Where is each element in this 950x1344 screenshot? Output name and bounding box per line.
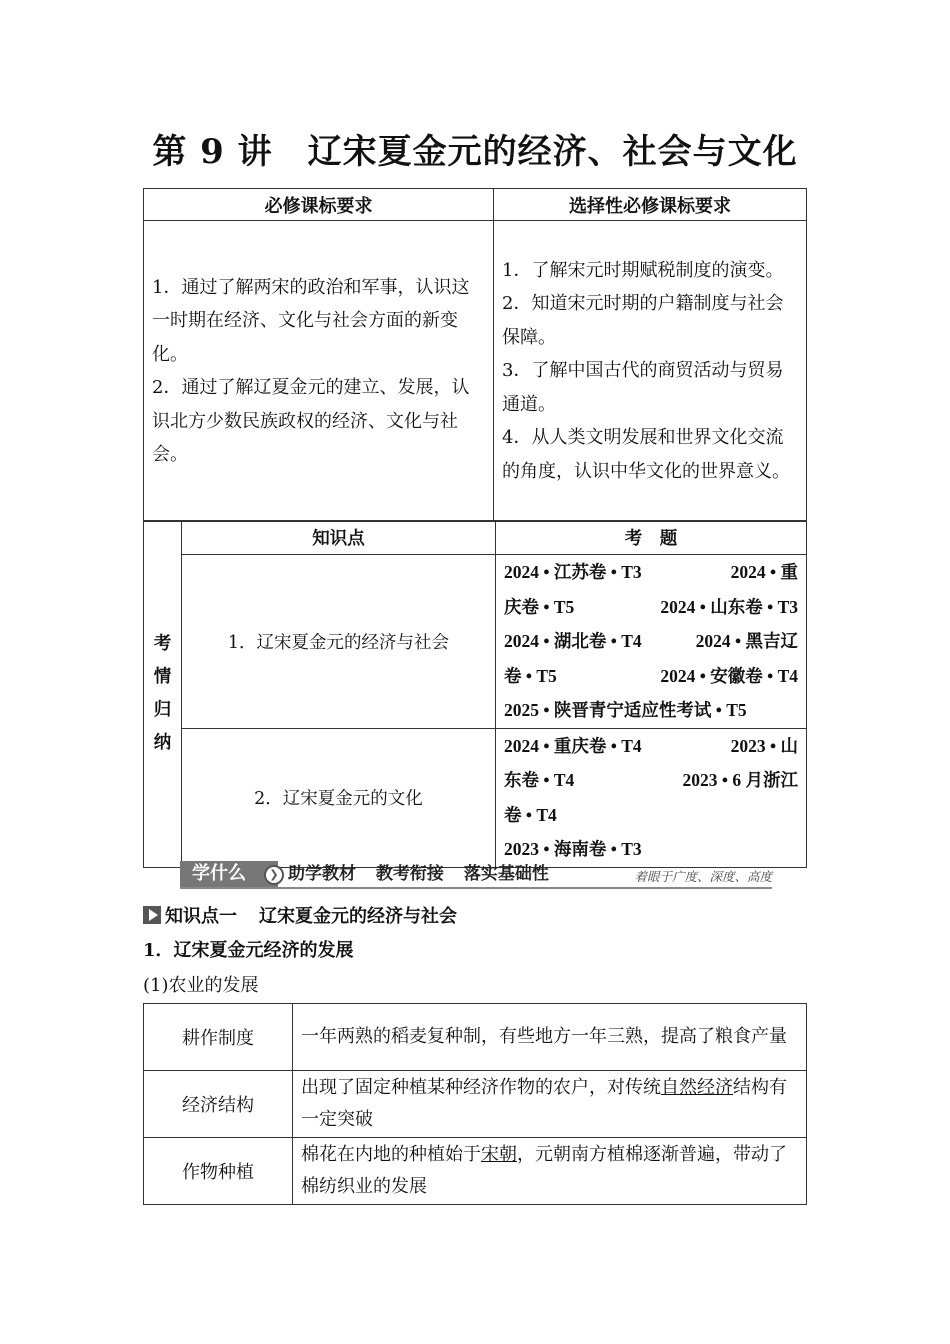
elective-item: 1．了解宋元时期赋税制度的演变。 [502,259,784,281]
section-heading: 1．辽宋夏金元经济的发展 [143,940,354,961]
row-value: 出现了固定种植某种经济作物的农户，对传统自然经济结构有一定突破 [293,1071,807,1138]
elective-item: 2．知道宋元时期的户籍制度与社会保障。 [502,293,784,348]
row-value: 棉花在内地的种植始于宋朝，元朝南方植棉逐渐普遍，带动了棉纺织业的发展 [293,1138,807,1205]
elective-cell [494,221,807,522]
exams-cell [496,728,807,867]
requirements-table [143,188,807,522]
header-elective: 选择性必修课标要求 [494,189,807,221]
exam-line: 2023 • 海南卷 • T3 [504,839,642,859]
banner-note: 着眼于广度、深度、高度 [634,869,772,884]
knowledge-point-label: 知识点一 [165,906,237,927]
header-topic: 知识点 [182,521,496,555]
compulsory-item: 2．通过了解辽夏金元的建立、发展，认识北方少数民族政权的经济、文化与社会。 [152,377,470,465]
table-row [144,1004,807,1071]
section-banner [180,861,772,889]
banner-slogan: 助学教材 教考衔接 落实基础性 [288,864,549,884]
side-char: 归 [153,699,172,720]
table-row [144,1071,807,1138]
compulsory-item: 1．通过了解两宋的政治和军事，认识这一时期在经济、文化与社会方面的新变化。 [152,276,470,365]
exam-line: 2025 • 陕晋青宁适应性考试 • T5 [504,700,747,720]
elective-item: 3．了解中国古代的商贸活动与贸易通道。 [502,360,784,415]
agriculture-table [143,1003,807,1205]
exam-line: 卷 • T5 2024 • 安徽卷 • T4 [504,665,798,686]
exam-line: 庆卷 • T5 2024 • 山东卷 • T3 [504,596,798,617]
row-key: 耕作制度 [144,1004,293,1071]
underlined-term: 自然经济 [661,1076,733,1098]
chevron-right-icon: ❯ [264,865,284,885]
exam-line: 2024 • 江苏卷 • T3 2024 • 重 [504,562,798,582]
side-label [144,521,182,868]
page-title: 第 9 讲 辽宋夏金元的经济、社会与文化 [152,132,798,172]
row-key: 经济结构 [144,1071,293,1138]
knowledge-point-title: 辽宋夏金元的经济与社会 [259,906,457,927]
exam-line: 2024 • 重庆卷 • T4 2023 • 山 [504,735,798,756]
banner-label: 学什么 [180,861,278,887]
table-row [144,1138,807,1205]
topic-cell: 1．辽宋夏金元的经济与社会 [182,555,496,729]
banner-divider [180,887,772,889]
topic-cell: 2．辽宋夏金元的文化 [182,728,496,867]
side-char: 纳 [153,732,172,753]
side-char: 情 [153,666,172,687]
sub-heading: (1)农业的发展 [143,975,259,996]
compulsory-cell [144,221,494,522]
exam-line: 2024 • 湖北卷 • T4 2024 • 黑吉辽 [504,631,798,651]
row-value: 一年两熟的稻麦复种制，有些地方一年三熟，提高了粮食产量 [293,1004,807,1071]
row-key: 作物种植 [144,1138,293,1205]
underlined-term: 宋朝 [481,1143,517,1165]
exam-line: 东卷 • T4 2023 • 6 月浙江 [504,770,798,790]
header-compulsory: 必修课标要求 [144,189,494,221]
side-char: 考 [153,633,172,654]
exam-line: 卷 • T4 [504,804,557,825]
play-triangle-icon [143,906,161,924]
exams-cell [496,555,807,729]
header-exams: 考 题 [496,521,807,555]
exam-summary-table [143,520,807,868]
knowledge-point-heading [143,902,457,928]
elective-item: 4．从人类文明发展和世界文化交流的角度，认识中华文化的世界意义。 [502,427,790,482]
